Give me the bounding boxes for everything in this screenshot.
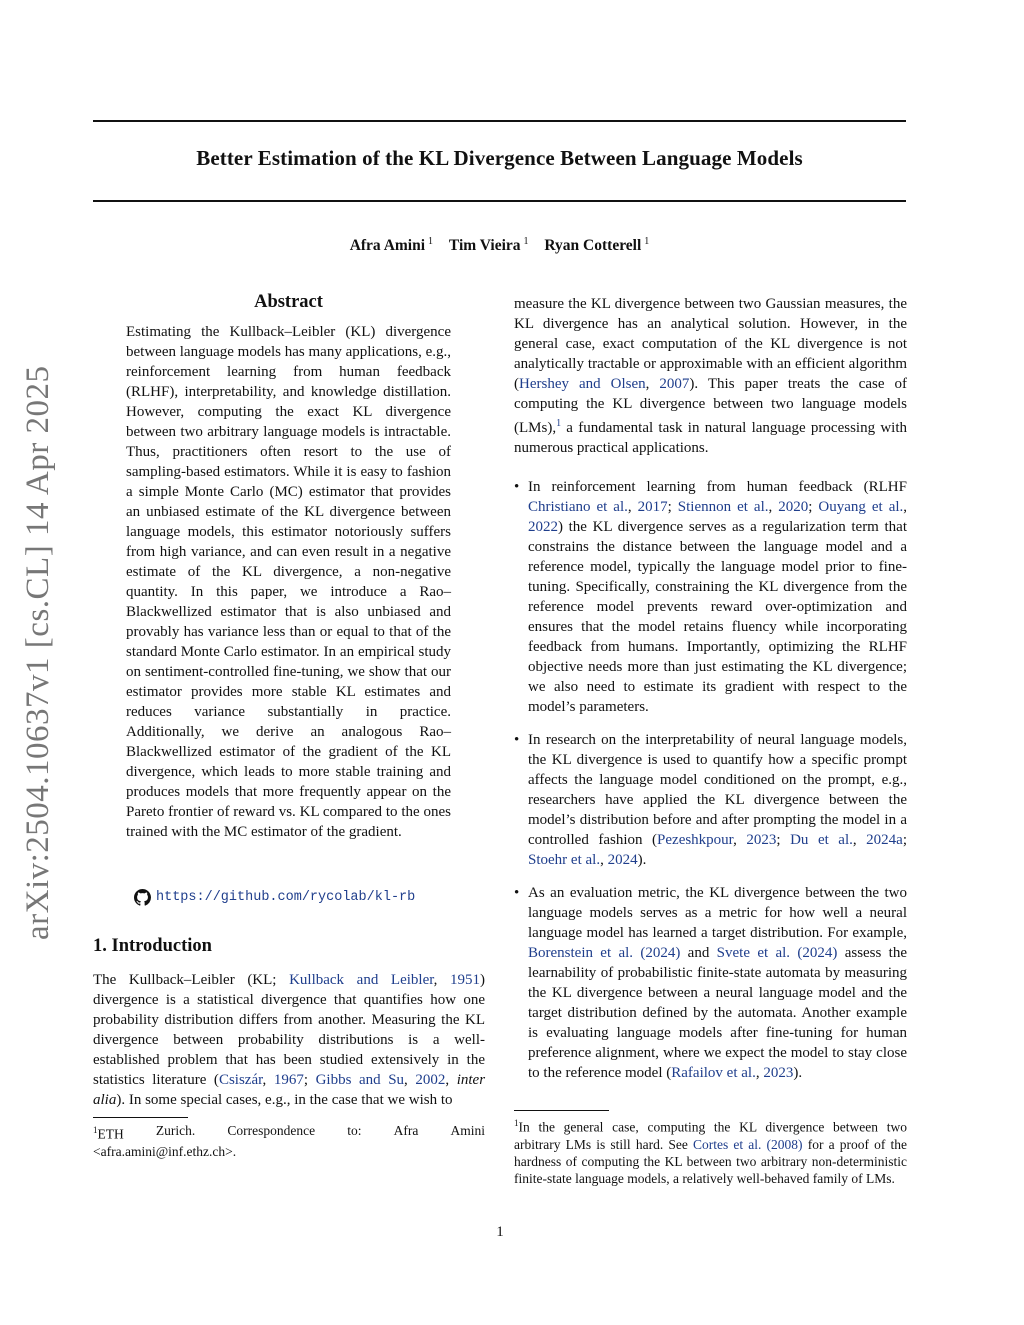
- footnote-mark: 1: [514, 1118, 519, 1128]
- application-list: [514, 730, 907, 870]
- title-rule-bottom: [93, 200, 906, 202]
- text-run: ;: [667, 499, 678, 515]
- text-run: ,: [404, 1072, 416, 1088]
- citation-link[interactable]: Christiano et al.: [528, 499, 628, 515]
- text-run: ;: [808, 499, 819, 515]
- citation-link[interactable]: Kullback and Leibler: [289, 972, 434, 988]
- citation-year-link[interactable]: (2024): [640, 945, 681, 961]
- citation-year-link[interactable]: 2017: [637, 499, 668, 515]
- citation-link[interactable]: Rafailov et al.: [671, 1065, 756, 1081]
- github-icon: [134, 889, 151, 906]
- author-name: Afra Amini: [349, 237, 426, 255]
- citation-year-link[interactable]: 2020: [778, 499, 809, 515]
- footnote-word: Correspondence: [227, 1123, 316, 1138]
- abstract-text: Estimating the Kullback–Leibler (KL) divergence between language models has many applications, e.g., reinforcement learning from human feedback (RLHF), interpretability, and knowledge distillation. However, computing the exact KL divergence between two arbitrary language models is intractable. Thus, practitioners often resort to the use of sampling-based estimators. While it is easy to fashion a simple Monte Carlo (MC) estimator that provides an unbiased estimate of the KL divergence between language models, this estimator notoriously suffers from high variance, and can even result in a negative estimate of the KL divergence, a non-negative quantity. In this paper, we introduce a Rao–Blackwellized estimator that is also unbiased and provably has variance less than or equal to that of the standard Monte Carlo estimator. In an empirical study on sentiment-controlled fine-tuning, we show that our estimator provides more stable KL estimates and reduces variance substantially in practice. Additionally, we derive an analogous Rao–Blackwellized estimator of the gradient of the KL divergence, which leads to more stable training and produces models that more frequently appear on the Pareto frontier of reward vs. KL compared to the ones trained with the MC estimator of the gradient.: [126, 324, 451, 840]
- title-rule-top: [93, 120, 906, 122]
- text-run: In reinforcement learning from human feedback (RLHF: [528, 479, 907, 495]
- affiliation-mark: 1: [523, 236, 529, 247]
- paper-title: Better Estimation of the KL Divergence Between Language Models: [196, 146, 803, 170]
- citation-link[interactable]: Csiszár: [218, 1072, 263, 1088]
- list-item: [514, 883, 907, 1083]
- text-run: and: [680, 945, 717, 961]
- footnote-rule: [93, 1117, 188, 1118]
- text-run: for a proof of the hardness of computing the KL between two arbitrary non-deterministic finite-state language models, a relatively well-behaved family of LMs.: [514, 1136, 908, 1186]
- text-run: ) divergence is a statistical divergence that quantifies how one probability distribution differs from another. Measuring the KL divergence between probability distributions is a well-established problem that has been studied extensively in the statistics literature (: [93, 972, 485, 1088]
- affiliation-mark: 1: [644, 236, 650, 247]
- text-run: ,: [733, 832, 747, 848]
- application-list: [514, 883, 907, 1083]
- arxiv-side-stamp: arXiv:2504.10637v1 [cs.CL] 14 Apr 2025: [20, 365, 56, 940]
- citation-year-link[interactable]: (2008): [766, 1136, 803, 1152]
- footnote-hardness: [514, 1115, 907, 1187]
- footnote-text: ETH: [97, 1126, 124, 1142]
- footnote-rule: [514, 1110, 609, 1111]
- text-run: ,: [627, 499, 638, 515]
- code-repository-link[interactable]: [134, 889, 454, 906]
- bullet-icon: •: [514, 885, 520, 901]
- footnote-word: Zurich.: [155, 1123, 196, 1138]
- text-run: ,: [433, 972, 450, 988]
- citation-year-link[interactable]: 1967: [273, 1072, 304, 1088]
- citation-link[interactable]: Ouyang et al.: [818, 499, 904, 515]
- text-run: In research on the interpretability of neural language models, the KL divergence is used to quantify how a specific prompt affects the language model conditioned on the prompt, e.g., researchers have applied the KL divergence between the model’s distribution before and after prompting the model in a controlled fashion (: [528, 732, 907, 848]
- author-list: [93, 236, 906, 255]
- introduction-paragraph: [93, 970, 485, 1110]
- text-run: ).: [637, 852, 647, 868]
- author-name: Tim Vieira: [448, 237, 521, 255]
- text-run: ,: [445, 1072, 457, 1088]
- citation-link[interactable]: Borenstein et al.: [528, 945, 634, 961]
- text-run: a fundamental task in natural language processing with numerous practical applications.: [514, 420, 907, 456]
- citation-year-link[interactable]: 2007: [659, 376, 690, 392]
- footnote-word: to:: [347, 1123, 362, 1138]
- citation-year-link[interactable]: 2022: [528, 519, 558, 535]
- citation-year-link[interactable]: 2024a: [866, 832, 903, 848]
- footnote-word: [93, 1122, 124, 1143]
- citation-link[interactable]: Stiennon et al.: [677, 499, 769, 515]
- text-run: ,: [645, 376, 660, 392]
- text-run: ;: [776, 832, 791, 848]
- citation-year-link[interactable]: 1951: [450, 972, 480, 988]
- text-run: ). This paper treats the case of computing the KL divergence between two language models (LMs),: [514, 376, 907, 436]
- citation-link[interactable]: Du et al.: [790, 832, 853, 848]
- bullet-icon: •: [514, 732, 520, 748]
- citation-link[interactable]: Svete et al.: [716, 945, 791, 961]
- text-run: As an evaluation metric, the KL divergence between the two language models serves as a metric for how well a neural language model has learned a target distribution. For example,: [528, 885, 907, 941]
- bullet-icon: •: [514, 479, 520, 495]
- text-run: ,: [755, 1065, 764, 1081]
- footnote-mark: 1: [93, 1125, 98, 1135]
- affiliation-mark: 1: [428, 236, 434, 247]
- list-item: [514, 730, 907, 870]
- author: [350, 237, 433, 254]
- text-run: assess the learnability of probabilistic finite-state automata by measuring the KL divergence between a neural language model and the target distribution defined by the automata. Another example is evaluating language models after fine-tuning for human preference alignment, where we expect the model to stay close to the reference model (: [528, 945, 908, 1081]
- citation-link[interactable]: Stoehr et al.: [528, 852, 601, 868]
- citation-year-link[interactable]: 2023: [763, 1065, 794, 1081]
- citation-year-link[interactable]: 2024: [607, 852, 638, 868]
- citation-link[interactable]: Pezeshkpour: [657, 832, 734, 848]
- list-item: [514, 477, 907, 717]
- text-run: ;: [902, 832, 907, 848]
- author: [544, 237, 649, 254]
- text-run: ).: [793, 1065, 803, 1081]
- application-list: [514, 477, 907, 717]
- text-run: ). In some special cases, e.g., in the case that we wish to: [116, 1092, 453, 1108]
- author-name: Ryan Cotterell: [544, 237, 642, 255]
- footnote-reference[interactable]: 1: [556, 418, 562, 429]
- text-run: measure the KL divergence between two Gaussian measures, the KL divergence has an analytical solution. However, in the general case, exact computation of the KL divergence is not analytically tractable or approximable with an efficient algorithm (: [514, 296, 907, 392]
- text-run: ;: [303, 1072, 316, 1088]
- citation-year-link[interactable]: 2023: [746, 832, 777, 848]
- citation-year-link[interactable]: 2002: [415, 1072, 446, 1088]
- citation-link[interactable]: Cortes et al.: [692, 1136, 762, 1152]
- introduction-continued-paragraph: [514, 294, 907, 458]
- citation-link[interactable]: Hershey and Olsen: [519, 376, 646, 392]
- abstract-heading: Abstract: [254, 292, 323, 312]
- footnote-word: Afra: [393, 1123, 419, 1138]
- inter-alia: inter alia: [93, 1072, 486, 1108]
- text-run: In the general case, computing the KL divergence between two arbitrary LMs is still hard. See: [514, 1119, 907, 1152]
- author: [449, 237, 529, 254]
- footnote-word: Amini: [450, 1123, 485, 1138]
- section-heading-introduction: 1. Introduction: [93, 936, 212, 956]
- citation-link[interactable]: Gibbs and Su: [315, 1072, 405, 1088]
- page-number: 1: [496, 1224, 504, 1240]
- author-email: <afra.amini@inf.ethz.ch>.: [93, 1143, 237, 1159]
- code-link-url[interactable]: https://github.com/rycolab/kl-rb: [156, 890, 416, 905]
- text-run: ,: [852, 832, 867, 848]
- footnote-affiliation: [93, 1122, 485, 1160]
- text-run: ) the KL divergence serves as a regularization term that constrains the distance between the language model and a reference model, typically the language model prior to fine-tuning. Specifically, constraining the KL divergence from the reference model prevents reward over-optimization and ensures that the model retains fluency while incorporating feedback from humans. Importantly, optimizing the RLHF objective needs more than just estimating the KL divergence; we also need to estimate its gradient with respect to the model’s parameters.: [528, 519, 907, 715]
- text-run: ,: [600, 852, 608, 868]
- citation-year-link[interactable]: (2024): [797, 945, 838, 961]
- text-run: ,: [768, 499, 779, 515]
- text-run: ,: [262, 1072, 274, 1088]
- text-run: The Kullback–Leibler (KL;: [93, 972, 290, 988]
- text-run: ,: [903, 499, 908, 515]
